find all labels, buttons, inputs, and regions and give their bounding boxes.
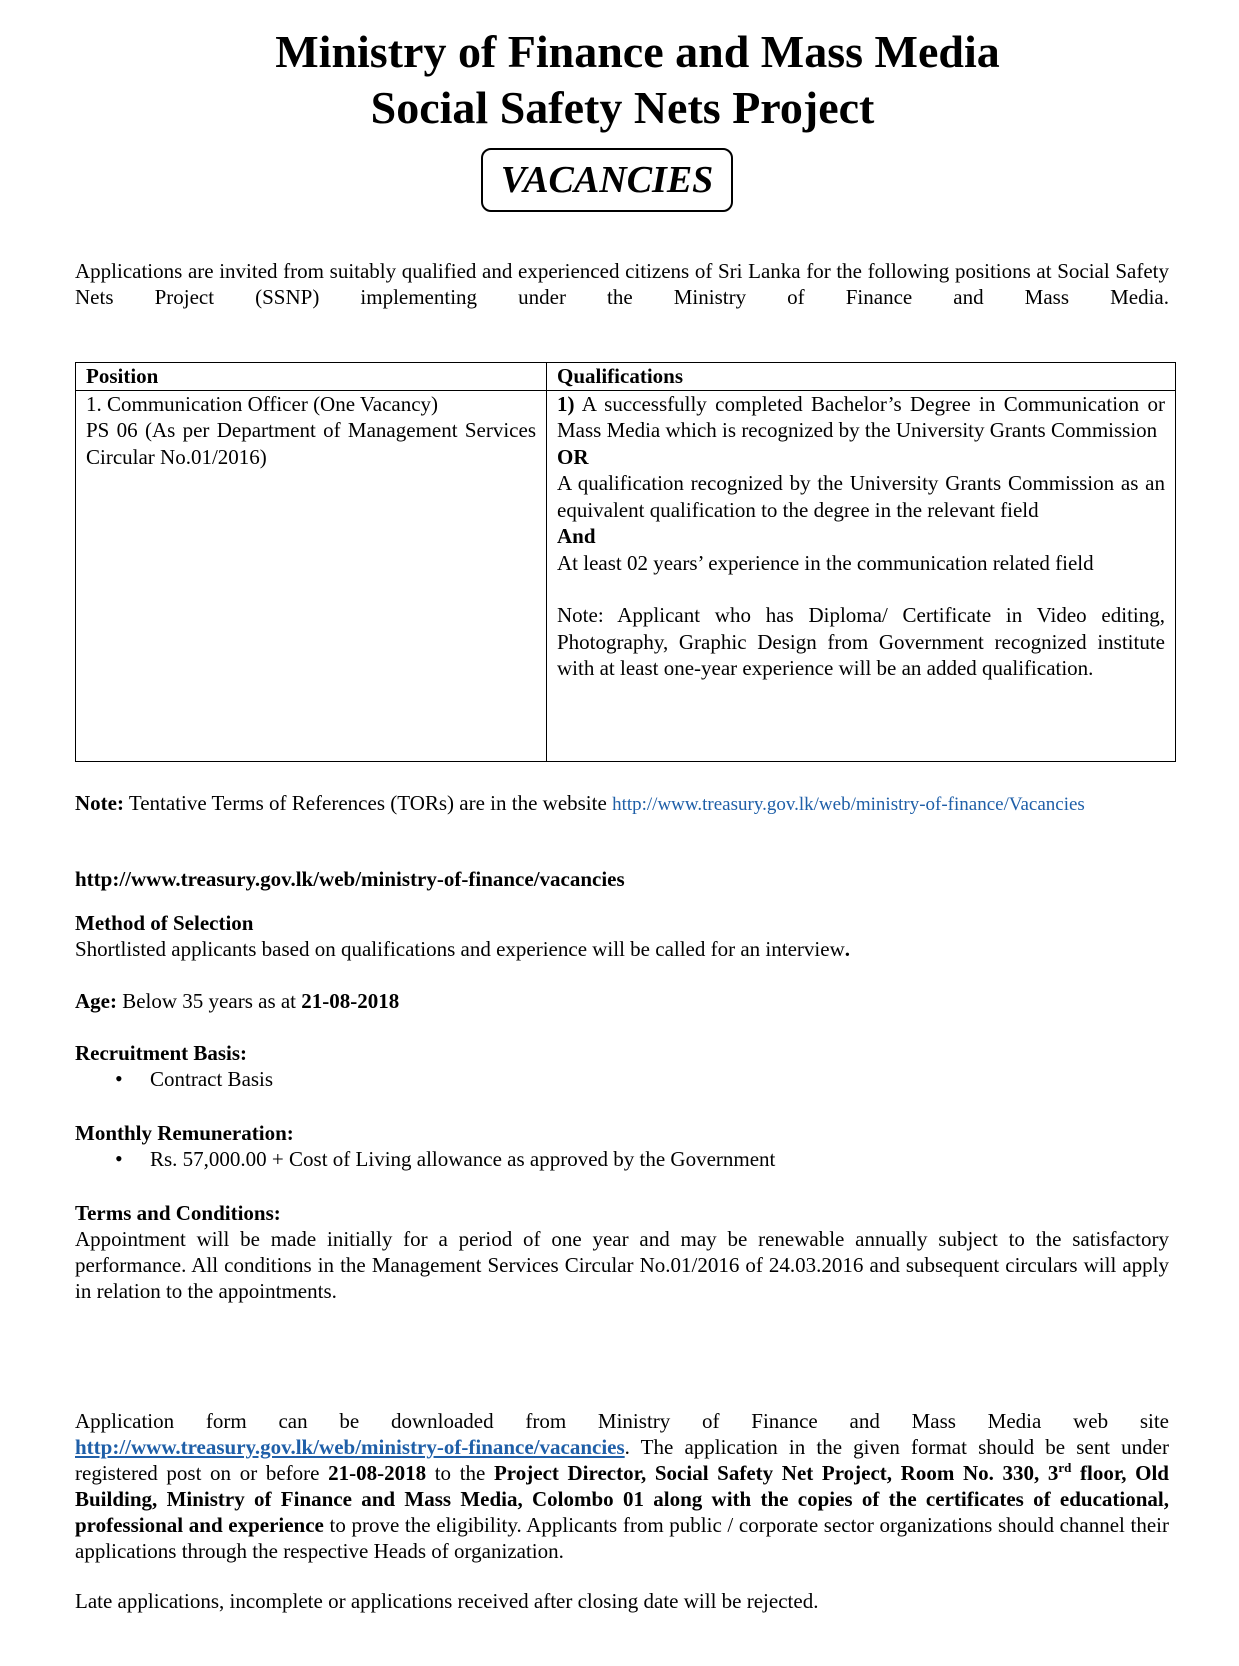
remuneration-list <box>75 1146 1169 1172</box>
project-title: Social Safety Nets Project <box>370 82 875 133</box>
recruitment-section <box>75 1040 1169 1092</box>
age-date: 21-08-2018 <box>301 989 400 1013</box>
tor-note-label: Note: <box>75 791 124 815</box>
terms-text: Appointment will be made initially for a period of one year and may be renewable annually subject to the satisfactory performance. All conditions in the Management Services Circular No.01/2016 of 24.03.2016 and subsequent circulars will apply in relation to the appointments. <box>75 1227 1169 1303</box>
position-header: Position <box>76 363 547 391</box>
application-link[interactable]: http://www.treasury.gov.lk/web/ministry-of-finance/vacancies <box>75 1435 625 1459</box>
closing-date: 21-08-2018 <box>328 1461 427 1485</box>
selection-section <box>75 910 1169 962</box>
vacancies-box <box>481 148 733 212</box>
table-header-row <box>76 363 1176 391</box>
age-line <box>75 988 1169 1014</box>
qualification-degree-text: A successfully completed Bachelor’s Degree in Communication or Mass Media which is recognized by the University Grants Commission <box>557 391 1165 442</box>
recruitment-heading: Recruitment Basis: <box>75 1041 248 1065</box>
age-label: Age: <box>75 989 117 1013</box>
terms-section <box>75 1200 1169 1304</box>
qualification-number: 1) <box>557 391 575 416</box>
age-text: Below 35 years as at <box>116 989 302 1013</box>
ministry-title: Ministry of Finance and Mass Media <box>275 26 1000 77</box>
terms-heading: Terms and Conditions: <box>75 1201 281 1225</box>
postal-address: Project Director, Social Safety Net Project, Room No. 330, 3rd floor, Old Building, Ministry of Finance and Mass Media, Colombo 01 along with the copies of the certificates of educational, professional and experience <box>75 1460 1169 1537</box>
position-grade: PS 06 (As per Department of Management Services Circular No.01/2016) <box>86 418 536 469</box>
list-item: • Rs. 57,000.00 + Cost of Living allowance as approved by the Government <box>75 1146 1169 1172</box>
and-label: And <box>557 524 596 548</box>
remuneration-section <box>75 1120 1169 1172</box>
tor-note <box>75 790 1169 818</box>
position-title: 1. Communication Officer (One Vacancy) <box>86 391 439 416</box>
or-label: OR <box>557 444 589 469</box>
table-row <box>76 390 1176 762</box>
qualifications-cell <box>547 390 1176 762</box>
list-item: • Contract Basis <box>75 1066 1169 1092</box>
positions-table <box>75 362 1176 762</box>
qualification-note: Note: Applicant who has Diploma/ Certificate in Video editing, Photography, Graphic Design from Government recognized institute with at least one-year experience will be an added qualification. <box>557 603 1165 680</box>
qualification-equivalent: A qualification recognized by the University Grants Commission as an equivalent qualification to the degree in the relevant field <box>557 471 1165 522</box>
selection-heading: Method of Selection <box>75 911 254 935</box>
vacancies-url: http://www.treasury.gov.lk/web/ministry-of-finance/vacancies <box>75 867 625 891</box>
tor-note-text: Tentative Terms of References (TORs) are in the website <box>123 791 613 815</box>
vacancies-label: VACANCIES <box>500 159 714 201</box>
intro-paragraph: Applications are invited from suitably qualified and experienced citizens of Sri Lanka for the following positions at Social Safety Nets Project (SSNP) implementing under the Ministry of Finance and Mass Media. <box>75 259 1169 309</box>
remuneration-heading: Monthly Remuneration: <box>75 1121 294 1145</box>
position-cell <box>76 390 547 762</box>
recruitment-list <box>75 1066 1169 1092</box>
qualification-degree <box>557 391 1165 444</box>
selection-text: Shortlisted applicants based on qualifications and experience will be called for an interview. <box>75 937 850 961</box>
qualification-experience: At least 02 years’ experience in the communication related field <box>557 550 1094 575</box>
application-paragraph: Application form can be downloaded from Ministry of Finance and Mass Media web site http://www.treasury.gov.lk/web/ministry-of-finance/vacancies. The application in the given format should be sent under registered post on or before 21-08-2018 to the Project Director, Social Safety Net Project, Room No. 330, 3rd floor, Old Building, Ministry of Finance and Mass Media, Colombo 01 along with the copies of the certificates of educational, professional and experience to prove the eligibility. Applicants from public / corporate sector organizations should channel their applications through the respective Heads of organization. <box>75 1409 1169 1563</box>
tor-link[interactable]: http://www.treasury.gov.lk/web/ministry-of-finance/Vacancies <box>612 794 1085 815</box>
late-applications-note: Late applications, incomplete or applications received after closing date will be rejected. <box>75 1589 819 1613</box>
qualifications-header: Qualifications <box>547 363 1176 391</box>
